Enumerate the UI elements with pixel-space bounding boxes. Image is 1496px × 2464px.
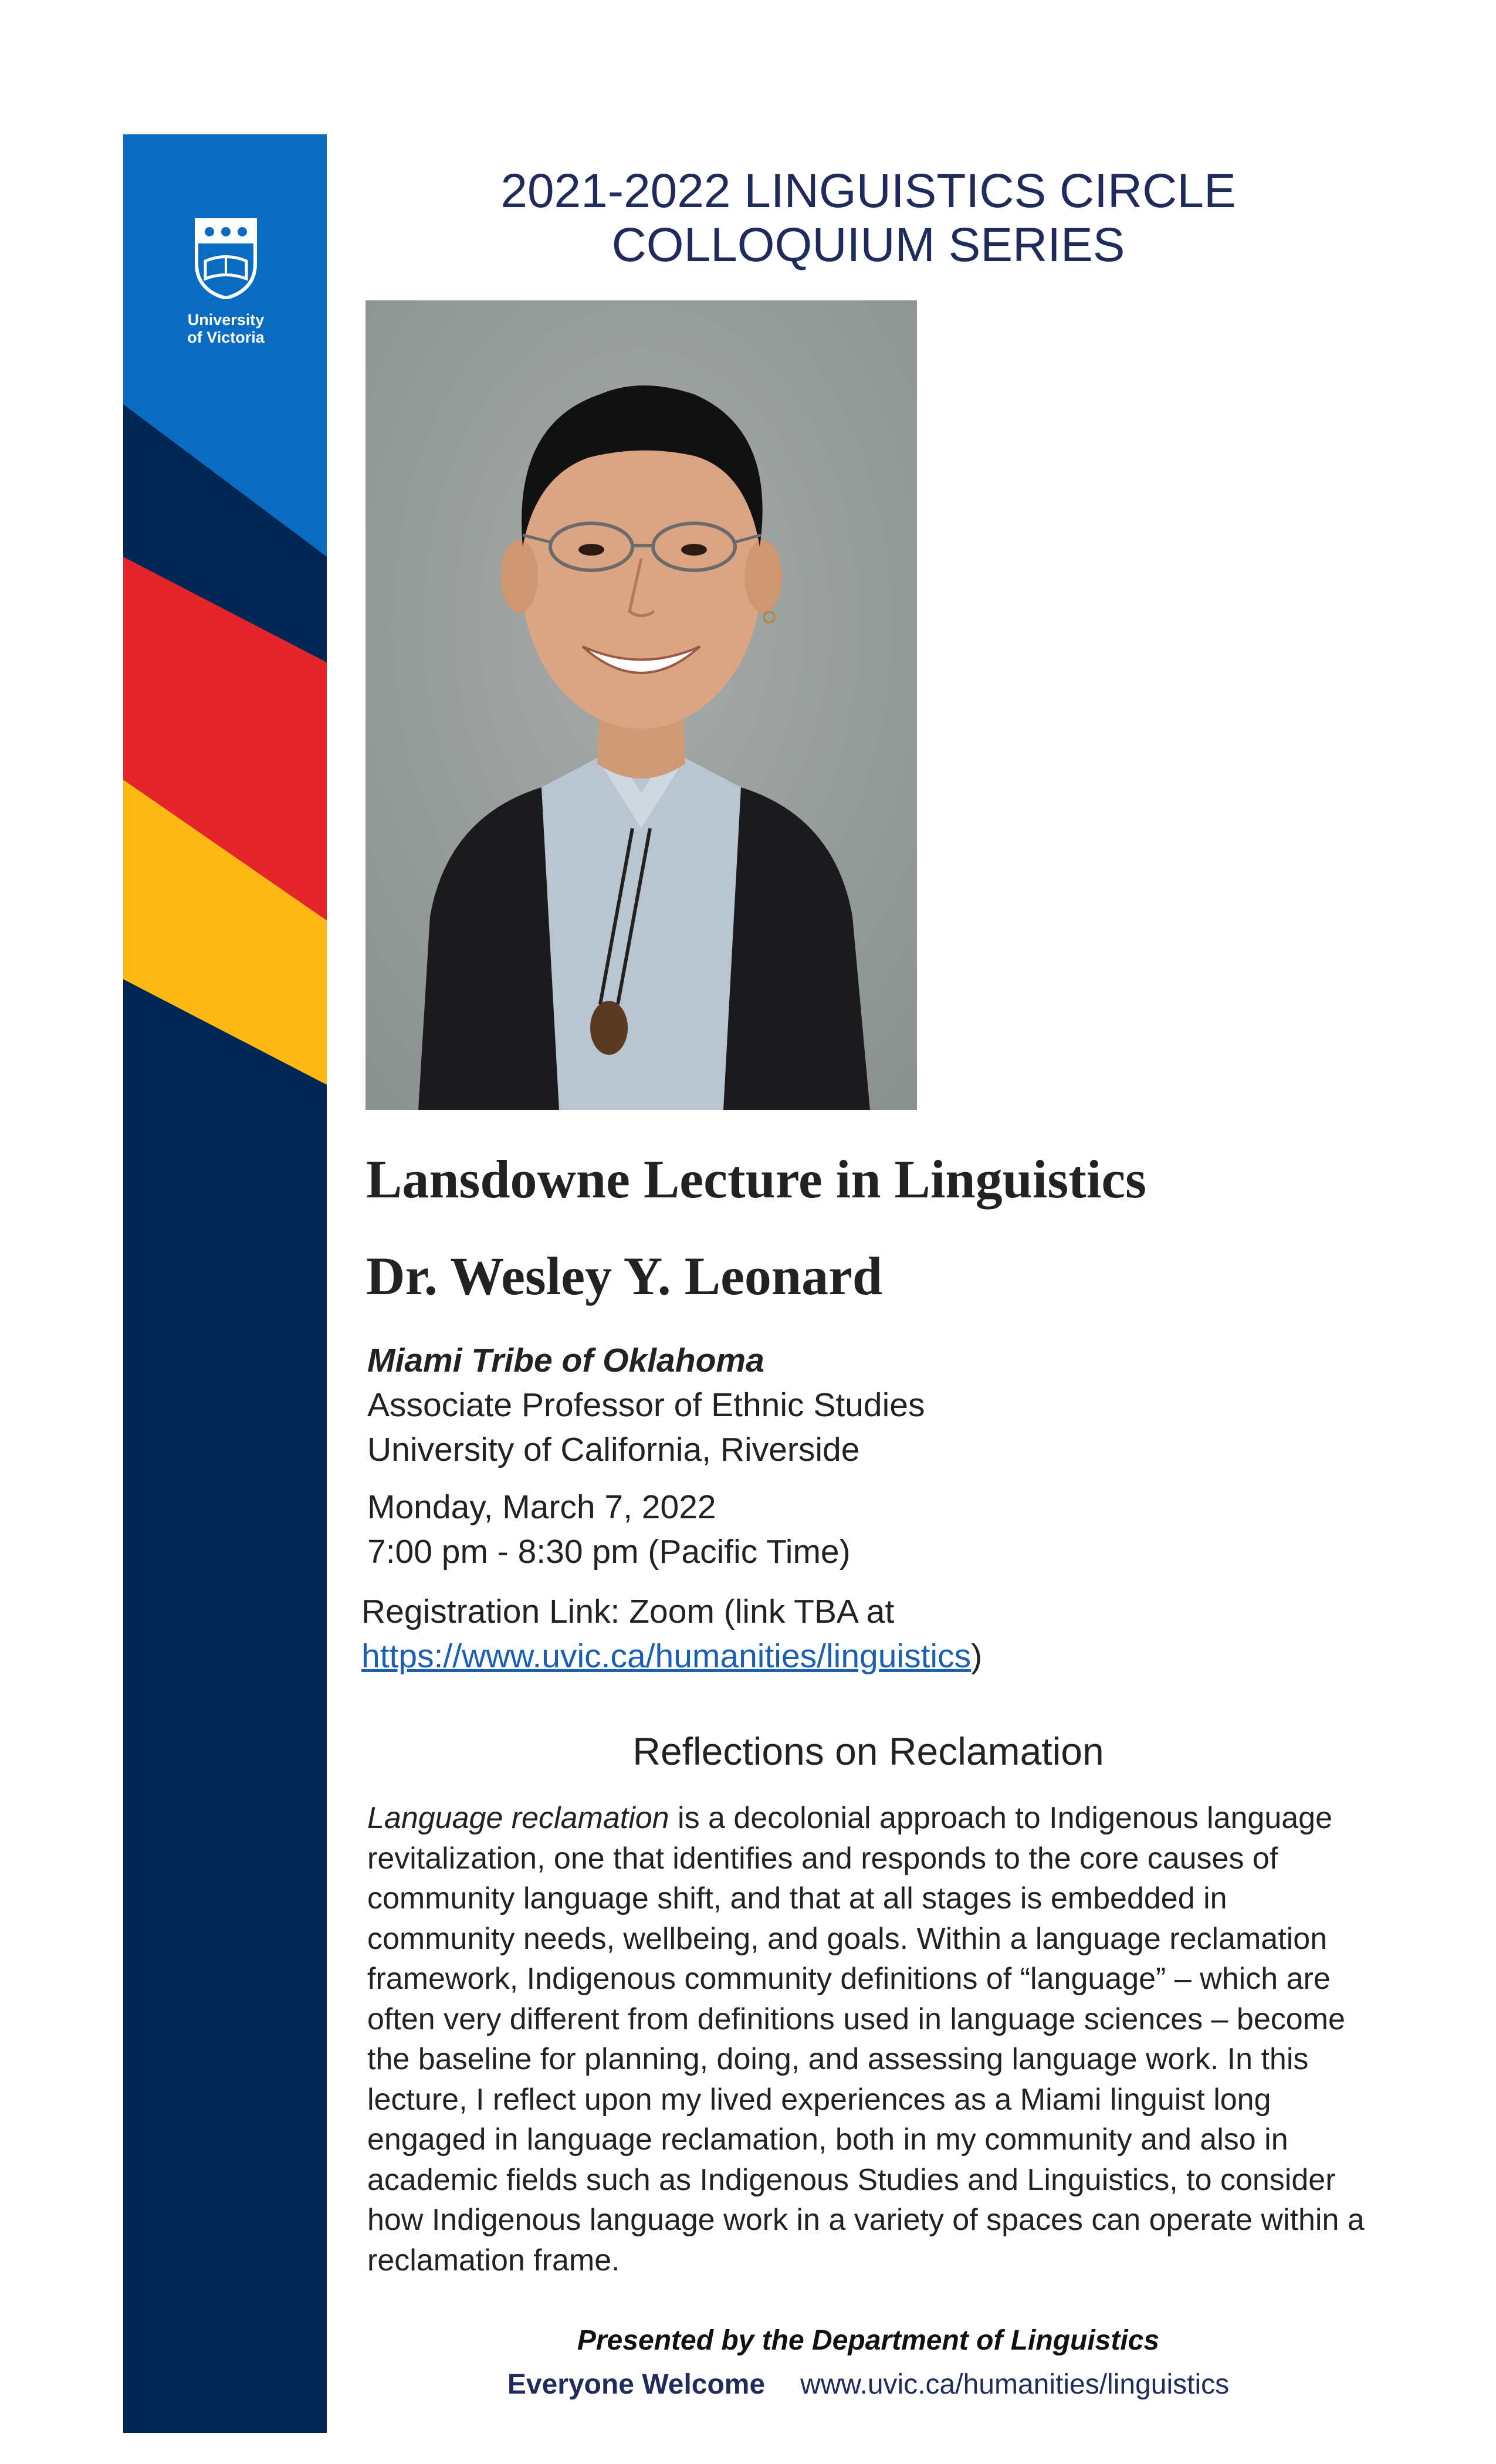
speaker-name: Dr. Wesley Y. Leonard bbox=[366, 1246, 883, 1306]
speaker-tribe: Miami Tribe of Oklahoma bbox=[367, 1342, 764, 1379]
speaker-portrait-photo bbox=[365, 300, 917, 1110]
abstract-lead-term: Language reclamation bbox=[367, 1801, 669, 1835]
university-logo bbox=[176, 217, 276, 352]
registration-url-line bbox=[361, 1633, 982, 1679]
logo-text-line1: University bbox=[187, 311, 265, 329]
event-date: Monday, March 7, 2022 bbox=[367, 1488, 716, 1526]
series-title-line1: 2021-2022 LINGUISTICS CIRCLE bbox=[500, 164, 1236, 218]
university-crest-icon bbox=[194, 217, 258, 299]
registration-label: Registration Link: Zoom (link TBA at bbox=[361, 1593, 895, 1630]
footer-website: www.uvic.ca/humanities/linguistics bbox=[800, 2369, 1230, 2400]
speaker-role: Associate Professor of Ethnic Studies bbox=[367, 1386, 925, 1424]
talk-abstract bbox=[367, 1798, 1376, 2280]
speaker-university: University of California, Riverside bbox=[367, 1431, 860, 1468]
series-title bbox=[364, 164, 1373, 272]
registration-link[interactable]: https://www.uvic.ca/humanities/linguistics bbox=[361, 1637, 972, 1675]
registration-close-paren: ) bbox=[971, 1637, 983, 1675]
presented-by: Presented by the Department of Linguistics bbox=[577, 2325, 1160, 2356]
series-title-line2: COLLOQUIUM SERIES bbox=[611, 218, 1125, 272]
decorative-color-stripe bbox=[123, 134, 327, 2433]
footer-welcome-line bbox=[364, 2367, 1373, 2402]
logo-text-line2: of Victoria bbox=[187, 329, 265, 346]
everyone-welcome: Everyone Welcome bbox=[507, 2369, 766, 2400]
event-time: 7:00 pm - 8:30 pm (Pacific Time) bbox=[367, 1533, 851, 1571]
talk-title: Reflections on Reclamation bbox=[632, 1729, 1104, 1773]
abstract-body: is a decolonial approach to Indigenous language revitalization, one that identifies and responds to the core causes of community language shift, and that at all stages is embedded in community needs, wellbeing, and goals. Within a language reclamation framework, Indigenous community definitions of “language” – which are often very different from definitions used in language sciences – become the baseline for planning, doing, and assessing language work. In this lecture, I reflect upon my lived experiences as a Miami linguist long engaged in language reclamation, both in my community and also in academic fields such as Indigenous Studies and Linguistics, to consider how Indigenous language work in a variety of spaces can operate within a reclamation frame. bbox=[367, 1801, 1365, 2277]
lecture-title: Lansdowne Lecture in Linguistics bbox=[366, 1149, 1146, 1209]
